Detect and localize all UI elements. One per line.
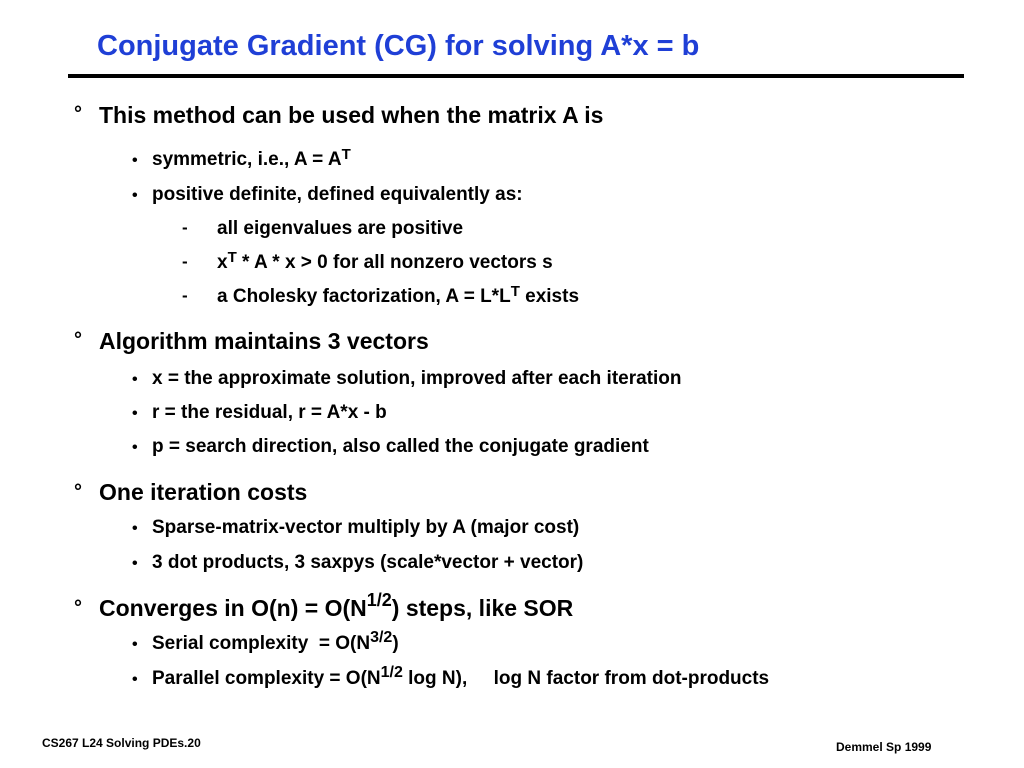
level1-marker: ° <box>74 329 82 351</box>
level3-marker: - <box>182 286 188 305</box>
subsubbullet-text: x <box>217 252 228 273</box>
subbullet-text: symmetric, i.e., A = A <box>152 149 342 170</box>
level3-marker: - <box>182 252 188 271</box>
subbullet-text: 3 dot products, 3 saxpys (scale*vector + vector) <box>152 552 584 573</box>
subsubbullet-text-rest: exists <box>519 286 580 307</box>
level2-marker: • <box>132 636 138 653</box>
subbullet-positive-definite <box>152 184 523 206</box>
subbullet-text: Serial complexity = O(N <box>152 633 371 654</box>
level1-marker: ° <box>74 481 82 503</box>
subbullet-text-rest: ) <box>392 633 399 654</box>
subbullet-serial-complexity <box>152 629 399 655</box>
slide-title: Conjugate Gradient (CG) for solving A*x = b <box>97 30 700 62</box>
level1-marker: ° <box>74 597 82 619</box>
level2-marker: • <box>132 152 138 169</box>
superscript: 1/2 <box>380 664 403 681</box>
bullet-convergence <box>99 590 574 622</box>
level2-marker: • <box>132 439 138 456</box>
subbullet-dot-products <box>152 552 583 574</box>
subbullet-text: Sparse-matrix-vector multiply by A (major cost) <box>152 517 580 538</box>
bullet-text-rest: ) steps, like SOR <box>391 595 574 621</box>
level2-marker: • <box>132 187 138 204</box>
subbullet-spmv <box>152 517 579 539</box>
level1-marker: ° <box>74 103 82 125</box>
footer-author-label: Demmel Sp 1999 <box>836 740 932 754</box>
title-underline <box>68 74 964 78</box>
level2-marker: • <box>132 671 138 688</box>
superscript: T <box>227 249 237 266</box>
subbullet-r-vector <box>152 402 387 424</box>
subbullet-p-vector <box>152 436 649 458</box>
level2-marker: • <box>132 520 138 537</box>
subbullet-symmetric <box>152 146 351 171</box>
bullet-text: Converges in O(n) = O(N <box>99 595 367 621</box>
bullet-matrix-conditions <box>99 102 603 129</box>
bullet-text: This method can be used when the matrix A is <box>99 102 604 128</box>
superscript: T <box>510 283 520 300</box>
bullet-text: One iteration costs <box>99 479 308 505</box>
subbullet-text: Parallel complexity = O(N <box>152 668 381 689</box>
subbullet-text: positive definite, defined equivalently as: <box>152 184 523 205</box>
subbullet-text: r = the residual, r = A*x - b <box>152 402 387 423</box>
subbullet-text: x = the approximate solution, improved after each iteration <box>152 368 682 389</box>
level2-marker: • <box>132 405 138 422</box>
subbullet-text: p = search direction, also called the conjugate gradient <box>152 436 649 457</box>
level2-marker: • <box>132 555 138 572</box>
level2-marker: • <box>132 371 138 388</box>
bullet-text: Algorithm maintains 3 vectors <box>99 328 429 354</box>
subsubbullet-quadratic-form <box>217 249 553 274</box>
subsubbullet-text: all eigenvalues are positive <box>217 218 464 239</box>
level3-marker: - <box>182 218 188 237</box>
subsubbullet-eigenvalues <box>217 218 463 240</box>
subbullet-parallel-complexity <box>152 664 770 690</box>
subbullet-x-vector <box>152 368 682 390</box>
footer-course-label: CS267 L24 Solving PDEs.20 <box>42 736 201 750</box>
superscript: T <box>341 146 351 163</box>
superscript: 3/2 <box>370 629 393 646</box>
bullet-three-vectors <box>99 328 429 355</box>
subsubbullet-text: a Cholesky factorization, A = L*L <box>217 286 511 307</box>
superscript: 1/2 <box>366 590 392 610</box>
subbullet-text-rest: log N), log N factor from dot-products <box>402 668 770 689</box>
subsubbullet-text-rest: * A * x > 0 for all nonzero vectors s <box>236 252 553 273</box>
subsubbullet-cholesky <box>217 283 580 308</box>
bullet-iteration-costs <box>99 479 307 506</box>
